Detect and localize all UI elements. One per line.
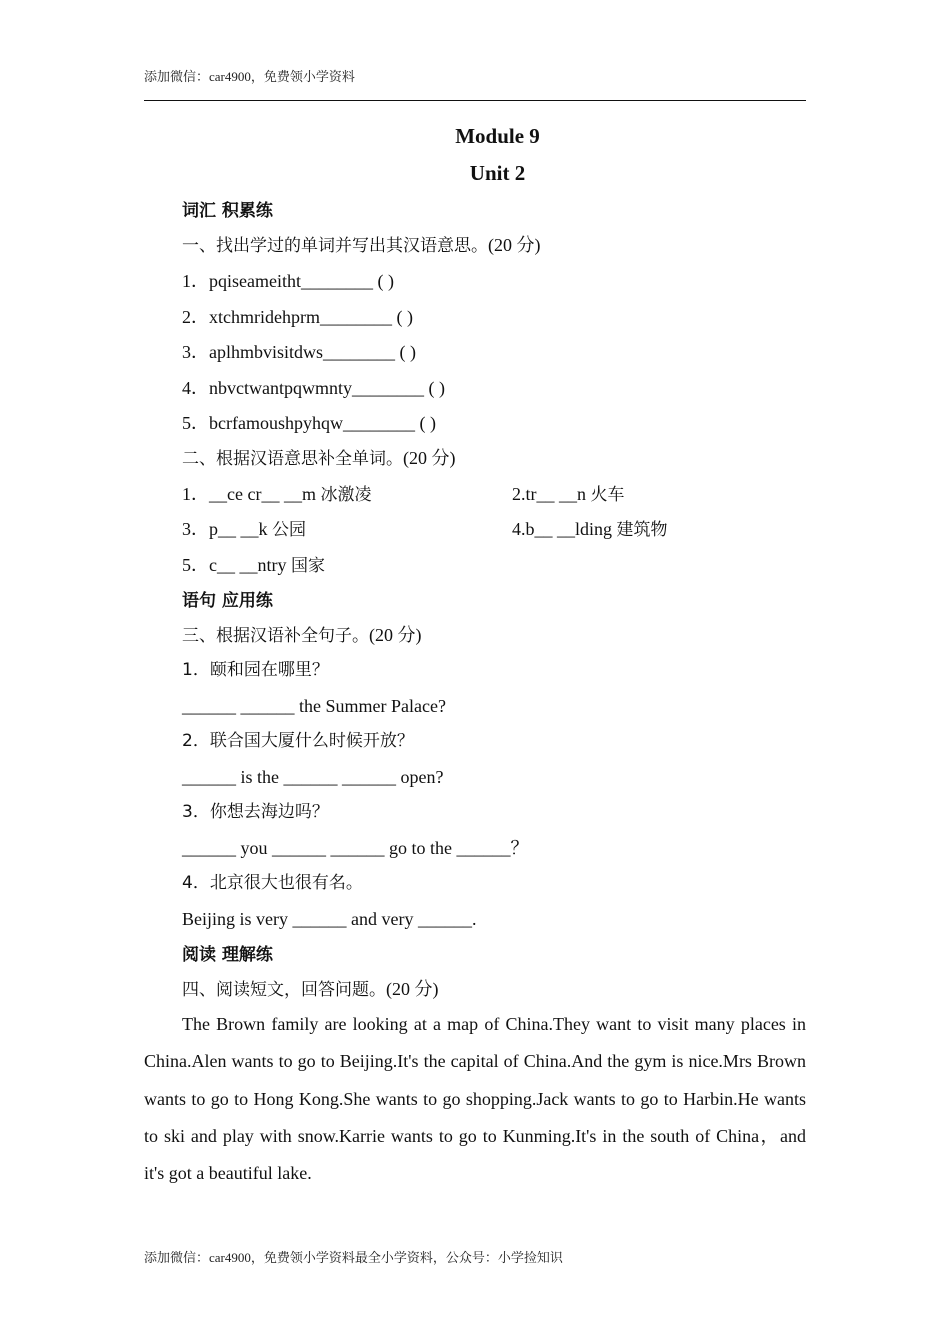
q1-item: 5．bcrfamoushpyhqw________ ( )	[182, 413, 436, 433]
header-divider	[144, 100, 806, 101]
q3-prompt: 3．你想去海边吗？	[182, 802, 329, 822]
q3-answer-line: ______ you ______ ______ go to the ______？	[182, 838, 529, 858]
q1-item: 3．aplhmbvisitdws________ ( )	[182, 342, 416, 362]
q1-heading-text: 一、找出学过的单词并写出其汉语意思。	[182, 236, 488, 256]
unit-title: Unit 2	[469, 161, 526, 185]
q2-item-cn: 火车	[590, 485, 625, 505]
q3-answer-line: Beijing is very ______ and very ______.	[182, 909, 477, 929]
q2-heading	[182, 446, 456, 471]
q2-item	[182, 482, 371, 507]
section-vocab: 词汇 积累练	[182, 201, 273, 221]
q2-item-cn: 建筑物	[616, 520, 668, 540]
q3-heading	[182, 623, 422, 648]
q2-item-en: 1．__ce cr__ __m	[182, 484, 321, 504]
q2-item-cn: 国家	[290, 556, 325, 576]
q3-prompt: 2．联合国大厦什么时候开放？	[182, 731, 414, 751]
q2-item	[182, 517, 306, 542]
q1-heading	[182, 233, 541, 258]
q4-score: (20 分)	[386, 979, 439, 999]
q2-item-cn: 公园	[272, 520, 306, 540]
q3-answer-line: ______ is the ______ ______ open?	[182, 767, 444, 787]
q2-item	[512, 482, 625, 507]
module-title: Module 9	[455, 124, 540, 148]
section-reading: 阅读 理解练	[182, 945, 273, 965]
q2-item-en: 5．c__ __ntry	[182, 555, 291, 575]
q1-item: 2．xtchmridehprm________ ( )	[182, 307, 413, 327]
q2-item-en: 4.b__ __lding	[512, 519, 617, 539]
q1-item: 4．nbvctwantpqwmnty________ ( )	[182, 378, 445, 398]
header-note: 添加微信：car4900，免费领小学资料	[144, 69, 355, 84]
q3-prompt: 1．颐和园在哪里？	[182, 660, 329, 680]
q2-item	[512, 517, 668, 542]
q3-prompt: 4．北京很大也很有名。	[182, 873, 363, 893]
q2-item	[182, 553, 325, 578]
q2-score: (20 分)	[403, 448, 456, 468]
q3-heading-text: 三、根据汉语补全句子。	[182, 626, 369, 646]
q4-heading-text: 四、阅读短文，回答问题。	[182, 980, 386, 1000]
q2-item-en: 2.tr__ __n	[512, 484, 591, 504]
q2-heading-text: 二、根据汉语意思补全单词。	[182, 449, 403, 469]
q1-score: (20 分)	[488, 235, 541, 255]
q1-item: 1．pqiseameitht________ ( )	[182, 271, 394, 291]
q4-heading	[182, 977, 439, 1002]
footer-note: 添加微信：car4900，免费领小学资料最全小学资料，公众号：小学捡知识	[144, 1250, 563, 1265]
q2-item-en: 3．p__ __k	[182, 519, 272, 539]
q3-answer-line: ______ ______ the Summer Palace?	[182, 696, 446, 716]
q2-item-cn: 冰激凌	[320, 485, 372, 505]
q3-score: (20 分)	[369, 625, 422, 645]
section-sentence: 语句 应用练	[182, 591, 273, 611]
reading-passage: The Brown family are looking at a map of China.They want to visit many places in China.Alen wants to go to Beijing.It's the capital of China.And the gym is nice.Mrs Brown wants to go to Hong Kong.She wants to go shopping.Jack wants to go to Harbin.He wants to ski and play with snow.Karrie wants to go to Kunming.It's in the south of China，and it's got a beautiful lake.	[144, 1014, 806, 1184]
